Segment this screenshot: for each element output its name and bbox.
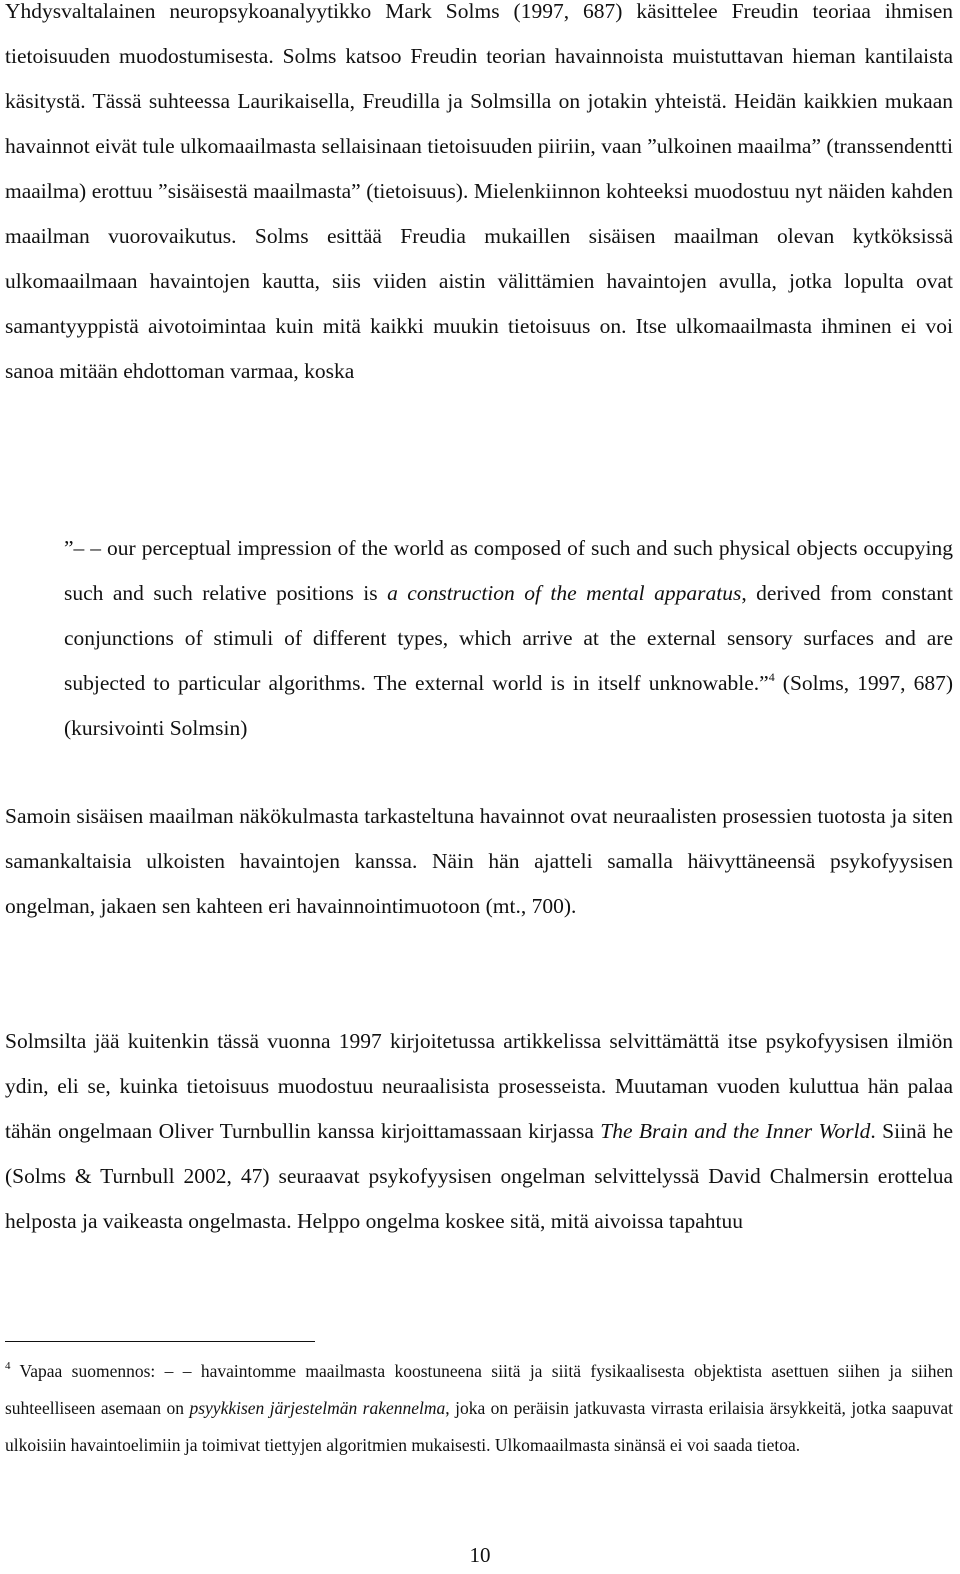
book-title: The Brain and the Inner World: [600, 1119, 871, 1143]
quote-text-end: , derived from constant conjunctions of stimuli of different types, which arrive at the external sensory surfaces and are subjected to particular algorithms. The external world is in itself unknowable.”: [64, 581, 953, 695]
footnote-text-end: , joka on peräisin jatkuvasta virrasta erilaisia ärsykkeitä, jotka saapuvat ulkoisiin havaintoelimiin ja toimivat tiettyjen algoritmien mukaisesti. Ulkomaailmasta sinänsä ei voi saada tietoa.: [5, 1398, 953, 1455]
block-quote: [64, 526, 953, 751]
footnote-emphasis: psyykkisen järjestelmän rakennelma: [189, 1398, 446, 1418]
paragraph-3-end: . Siinä he (Solms & Turnbull 2002, 47) seuraavat psykofyysisen ongelman selvittelyssä David Chalmersin erottelua helposta ja vaikeasta ongelmasta. Helppo ongelma koskee sitä, mitä aivoissa tapahtuu: [5, 1119, 953, 1233]
body-paragraph-2: Samoin sisäisen maailman näkökulmasta tarkasteltuna havainnot ovat neuraalisten prosessien tuotosta ja siten samankaltaisia ulkoisten havaintojen kanssa. Näin hän ajatteli samalla häivyttäneensä psykofyysisen ongelman, jakaen sen kahteen eri havainnointimuotoon (mt., 700).: [5, 804, 953, 918]
body-paragraph-3: [5, 1019, 953, 1244]
footnote-text-start: Vapaa suomennos: – – havaintomme maailmasta koostuneena siitä ja siitä fysikaalisesta objektista asettuen siihen ja siihen suhteelliseen asemaan on: [5, 1361, 953, 1418]
quote-text-start: ”– – our perceptual impression of the world as composed of such and such physical objects occupying such and such relative positions is: [64, 536, 953, 605]
paragraph-3-start: Solmsilta jää kuitenkin tässä vuonna 1997 kirjoitetussa artikkelissa selvittämättä itse psykofyysisen ilmiön ydin, eli se, kuinka tietoisuus muodostuu neuraalisista prosesseista. Muutaman vuoden kuluttua hän palaa tähän ongelmaan Oliver Turnbullin kanssa kirjoittamassaan kirjassa: [5, 1029, 953, 1143]
footnote-reference: 4: [768, 670, 775, 684]
quote-citation: (Solms, 1997, 687) (kursivointi Solmsin): [64, 671, 954, 740]
footnote-number: 4: [5, 1360, 11, 1372]
body-paragraph-1: Yhdysvaltalainen neuropsykoanalyytikko Mark Solms (1997, 687) käsittelee Freudin teoriaa ihmisen tietoisuuden muodostumisesta. Solms katsoo Freudin teorian havainnoista muistuttavan hieman kantilaista käsitystä. Tässä suhteessa Laurikaisella, Freudilla ja Solmsilla on jotakin yhteistä. Heidän kaikkien mukaan havainnot eivät tule ulkomaailmasta sellaisinaan tietoisuuden piiriin, vaan ”ulkoinen maailma” (transsendentti maailma) erottuu ”sisäisestä maailmasta” (tietoisuus). Mielenkiinnon kohteeksi muodostuu nyt näiden kahden maailman vuorovaikutus. Solms esittää Freudia mukaillen sisäisen maailman olevan kytköksissä ulkomaailmaan havaintojen kautta, siis viiden aistin välittämien havaintojen avulla, jotka lopulta ovat samantyyppistä aivotoimintaa kuin mitä kaikki muukin tietoisuus on. Itse ulkomaailmasta ihminen ei voi sanoa mitään ehdottoman varmaa, koska: [5, 0, 953, 383]
quote-emphasis: a construction of the mental apparatus: [387, 581, 742, 605]
page-number: 10: [469, 1543, 491, 1567]
footnote-divider: [5, 1341, 315, 1342]
footnote: [5, 1353, 953, 1464]
